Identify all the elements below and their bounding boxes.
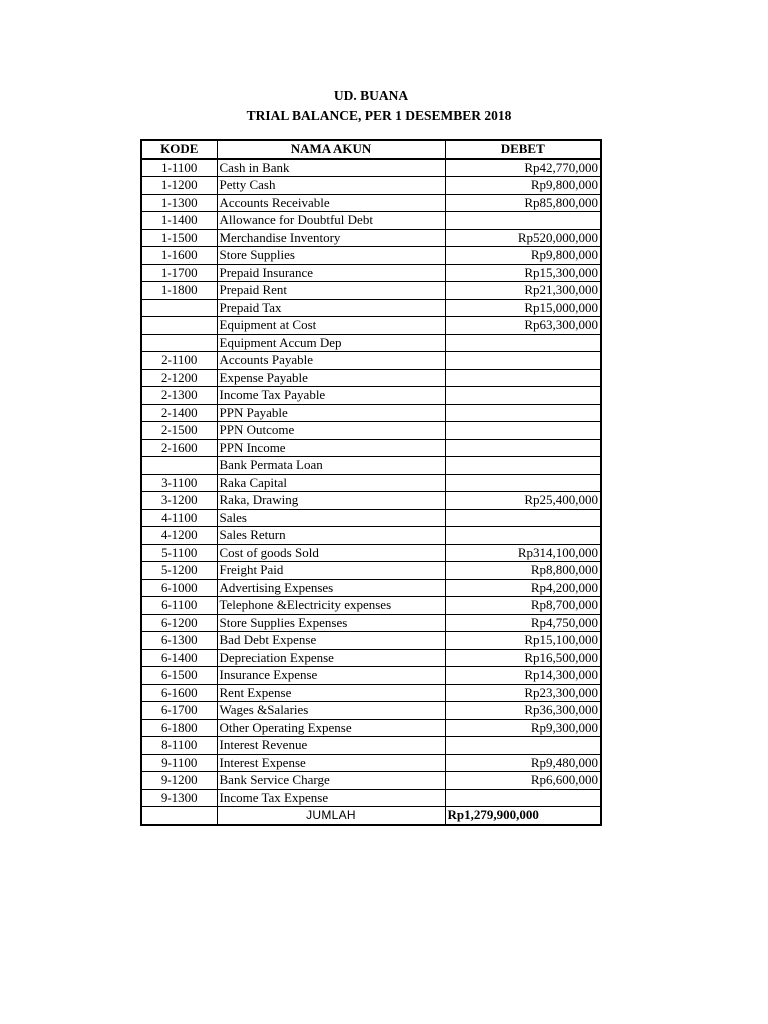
account-name-cell: PPN Outcome [217, 422, 445, 440]
table-row [141, 264, 601, 282]
account-name-cell: PPN Payable [217, 404, 445, 422]
account-name-cell: Freight Paid [217, 562, 445, 580]
account-code-cell: 1-1100 [141, 159, 217, 177]
table-row [141, 474, 601, 492]
total-label: JUMLAH [217, 807, 445, 825]
table-row [141, 772, 601, 790]
debit-amount-cell: Rp36,300,000 [445, 702, 601, 720]
table-row [141, 527, 601, 545]
account-code-cell [141, 317, 217, 335]
account-code-cell: 1-1200 [141, 177, 217, 195]
debit-amount-cell [445, 737, 601, 755]
account-name-cell: Income Tax Expense [217, 789, 445, 807]
account-name-cell: Sales Return [217, 527, 445, 545]
account-name-cell: Raka, Drawing [217, 492, 445, 510]
account-name-cell: Cost of goods Sold [217, 544, 445, 562]
debit-amount-cell [445, 789, 601, 807]
table-row [141, 439, 601, 457]
debit-amount-cell: Rp9,300,000 [445, 719, 601, 737]
table-row [141, 299, 601, 317]
account-name-cell: Merchandise Inventory [217, 229, 445, 247]
account-name-cell: Rent Expense [217, 684, 445, 702]
debit-amount-cell: Rp85,800,000 [445, 194, 601, 212]
debit-amount-cell: Rp8,700,000 [445, 597, 601, 615]
account-name-cell: Bank Permata Loan [217, 457, 445, 475]
account-code-cell: 1-1800 [141, 282, 217, 300]
table-row [141, 632, 601, 650]
account-code-cell: 9-1300 [141, 789, 217, 807]
account-code-cell: 6-1000 [141, 579, 217, 597]
debit-amount-cell [445, 527, 601, 545]
account-code-cell [141, 299, 217, 317]
table-row [141, 562, 601, 580]
account-name-cell: Cash in Bank [217, 159, 445, 177]
account-name-cell: Prepaid Tax [217, 299, 445, 317]
account-name-cell: Bad Debt Expense [217, 632, 445, 650]
account-name-cell: Sales [217, 509, 445, 527]
account-code-cell: 3-1100 [141, 474, 217, 492]
account-code-cell: 6-1100 [141, 597, 217, 615]
table-row [141, 492, 601, 510]
debit-amount-cell: Rp25,400,000 [445, 492, 601, 510]
account-code-cell: 8-1100 [141, 737, 217, 755]
debit-amount-cell [445, 352, 601, 370]
account-code-cell: 4-1100 [141, 509, 217, 527]
account-name-cell: Accounts Payable [217, 352, 445, 370]
account-name-cell: Accounts Receivable [217, 194, 445, 212]
account-code-cell: 3-1200 [141, 492, 217, 510]
account-name-cell: Equipment Accum Dep [217, 334, 445, 352]
debit-amount-cell: Rp6,600,000 [445, 772, 601, 790]
debit-amount-cell: Rp4,750,000 [445, 614, 601, 632]
account-name-cell: Advertising Expenses [217, 579, 445, 597]
debit-amount-cell: Rp8,800,000 [445, 562, 601, 580]
account-code-cell: 2-1200 [141, 369, 217, 387]
debit-amount-cell: Rp520,000,000 [445, 229, 601, 247]
table-row [141, 159, 601, 177]
account-code-cell: 1-1300 [141, 194, 217, 212]
table-row [141, 719, 601, 737]
account-name-cell: Telephone &Electricity expenses [217, 597, 445, 615]
table-row [141, 737, 601, 755]
debit-amount-cell [445, 387, 601, 405]
account-name-cell: Interest Expense [217, 754, 445, 772]
table-row [141, 789, 601, 807]
account-name-cell: Interest Revenue [217, 737, 445, 755]
table-row [141, 247, 601, 265]
account-code-cell: 6-1600 [141, 684, 217, 702]
account-code-cell [141, 457, 217, 475]
total-code-cell [141, 807, 217, 825]
table-row [141, 667, 601, 685]
debit-amount-cell: Rp15,000,000 [445, 299, 601, 317]
account-code-cell [141, 334, 217, 352]
debit-amount-cell: Rp16,500,000 [445, 649, 601, 667]
account-code-cell: 6-1800 [141, 719, 217, 737]
table-row [141, 684, 601, 702]
account-name-cell: Store Supplies [217, 247, 445, 265]
table-row [141, 317, 601, 335]
debit-amount-cell [445, 474, 601, 492]
debit-amount-cell [445, 439, 601, 457]
debit-amount-cell: Rp42,770,000 [445, 159, 601, 177]
account-code-cell: 6-1200 [141, 614, 217, 632]
table-row [141, 702, 601, 720]
table-row [141, 649, 601, 667]
debit-amount-cell: Rp23,300,000 [445, 684, 601, 702]
table-row [141, 194, 601, 212]
debit-amount-cell: Rp15,100,000 [445, 632, 601, 650]
table-row [141, 422, 601, 440]
account-code-cell: 5-1200 [141, 562, 217, 580]
account-code-cell: 1-1500 [141, 229, 217, 247]
account-name-cell: Other Operating Expense [217, 719, 445, 737]
account-name-cell: Depreciation Expense [217, 649, 445, 667]
account-code-cell: 1-1400 [141, 212, 217, 230]
account-name-cell: Store Supplies Expenses [217, 614, 445, 632]
table-row [141, 282, 601, 300]
table-row [141, 334, 601, 352]
debit-amount-cell: Rp4,200,000 [445, 579, 601, 597]
debit-amount-cell: Rp9,800,000 [445, 247, 601, 265]
table-row [141, 369, 601, 387]
table-row [141, 544, 601, 562]
account-code-cell: 9-1100 [141, 754, 217, 772]
account-code-cell: 6-1400 [141, 649, 217, 667]
account-code-cell: 1-1600 [141, 247, 217, 265]
table-row [141, 597, 601, 615]
account-name-cell: Equipment at Cost [217, 317, 445, 335]
account-name-cell: Insurance Expense [217, 667, 445, 685]
trial-balance-table [140, 139, 602, 826]
account-name-cell: Prepaid Rent [217, 282, 445, 300]
account-code-cell: 6-1500 [141, 667, 217, 685]
debit-amount-cell [445, 212, 601, 230]
debit-amount-cell [445, 334, 601, 352]
account-code-cell: 9-1200 [141, 772, 217, 790]
table-row [141, 579, 601, 597]
debit-amount-cell: Rp14,300,000 [445, 667, 601, 685]
account-name-cell: Wages &Salaries [217, 702, 445, 720]
account-code-cell: 4-1200 [141, 527, 217, 545]
table-row [141, 754, 601, 772]
table-header-row [141, 140, 601, 159]
account-code-cell: 2-1600 [141, 439, 217, 457]
table-row [141, 352, 601, 370]
account-name-cell: PPN Income [217, 439, 445, 457]
debit-amount-cell: Rp9,480,000 [445, 754, 601, 772]
report-header [140, 86, 600, 126]
company-name: UD. BUANA [333, 88, 409, 103]
debit-amount-cell: Rp21,300,000 [445, 282, 601, 300]
total-debit-value: Rp1,279,900,000 [445, 807, 601, 825]
table-row [141, 229, 601, 247]
account-code-cell: 2-1100 [141, 352, 217, 370]
debit-amount-cell: Rp9,800,000 [445, 177, 601, 195]
debit-amount-cell [445, 509, 601, 527]
account-name-cell: Prepaid Insurance [217, 264, 445, 282]
account-name-cell: Bank Service Charge [217, 772, 445, 790]
debit-amount-cell [445, 369, 601, 387]
account-code-cell: 1-1700 [141, 264, 217, 282]
account-name-cell: Petty Cash [217, 177, 445, 195]
account-name-cell: Allowance for Doubtful Debt [217, 212, 445, 230]
account-name-cell: Raka Capital [217, 474, 445, 492]
debit-amount-cell [445, 404, 601, 422]
account-code-cell: 2-1500 [141, 422, 217, 440]
report-title: TRIAL BALANCE, PER 1 DESEMBER 2018 [246, 108, 512, 123]
debit-amount-cell: Rp63,300,000 [445, 317, 601, 335]
total-row [141, 807, 601, 825]
table-row [141, 457, 601, 475]
debit-amount-cell [445, 422, 601, 440]
account-code-cell: 6-1300 [141, 632, 217, 650]
table-body [141, 159, 601, 825]
table-row [141, 387, 601, 405]
debit-amount-cell: Rp15,300,000 [445, 264, 601, 282]
column-header-nama-akun: NAMA AKUN [217, 140, 445, 159]
column-header-kode: KODE [141, 140, 217, 159]
account-code-cell: 2-1400 [141, 404, 217, 422]
table-row [141, 404, 601, 422]
account-name-cell: Expense Payable [217, 369, 445, 387]
account-code-cell: 6-1700 [141, 702, 217, 720]
debit-amount-cell [445, 457, 601, 475]
column-header-debet: DEBET [445, 140, 601, 159]
table-row [141, 212, 601, 230]
debit-amount-cell: Rp314,100,000 [445, 544, 601, 562]
account-code-cell: 5-1100 [141, 544, 217, 562]
account-name-cell: Income Tax Payable [217, 387, 445, 405]
table-row [141, 614, 601, 632]
table-row [141, 509, 601, 527]
account-code-cell: 2-1300 [141, 387, 217, 405]
table-row [141, 177, 601, 195]
